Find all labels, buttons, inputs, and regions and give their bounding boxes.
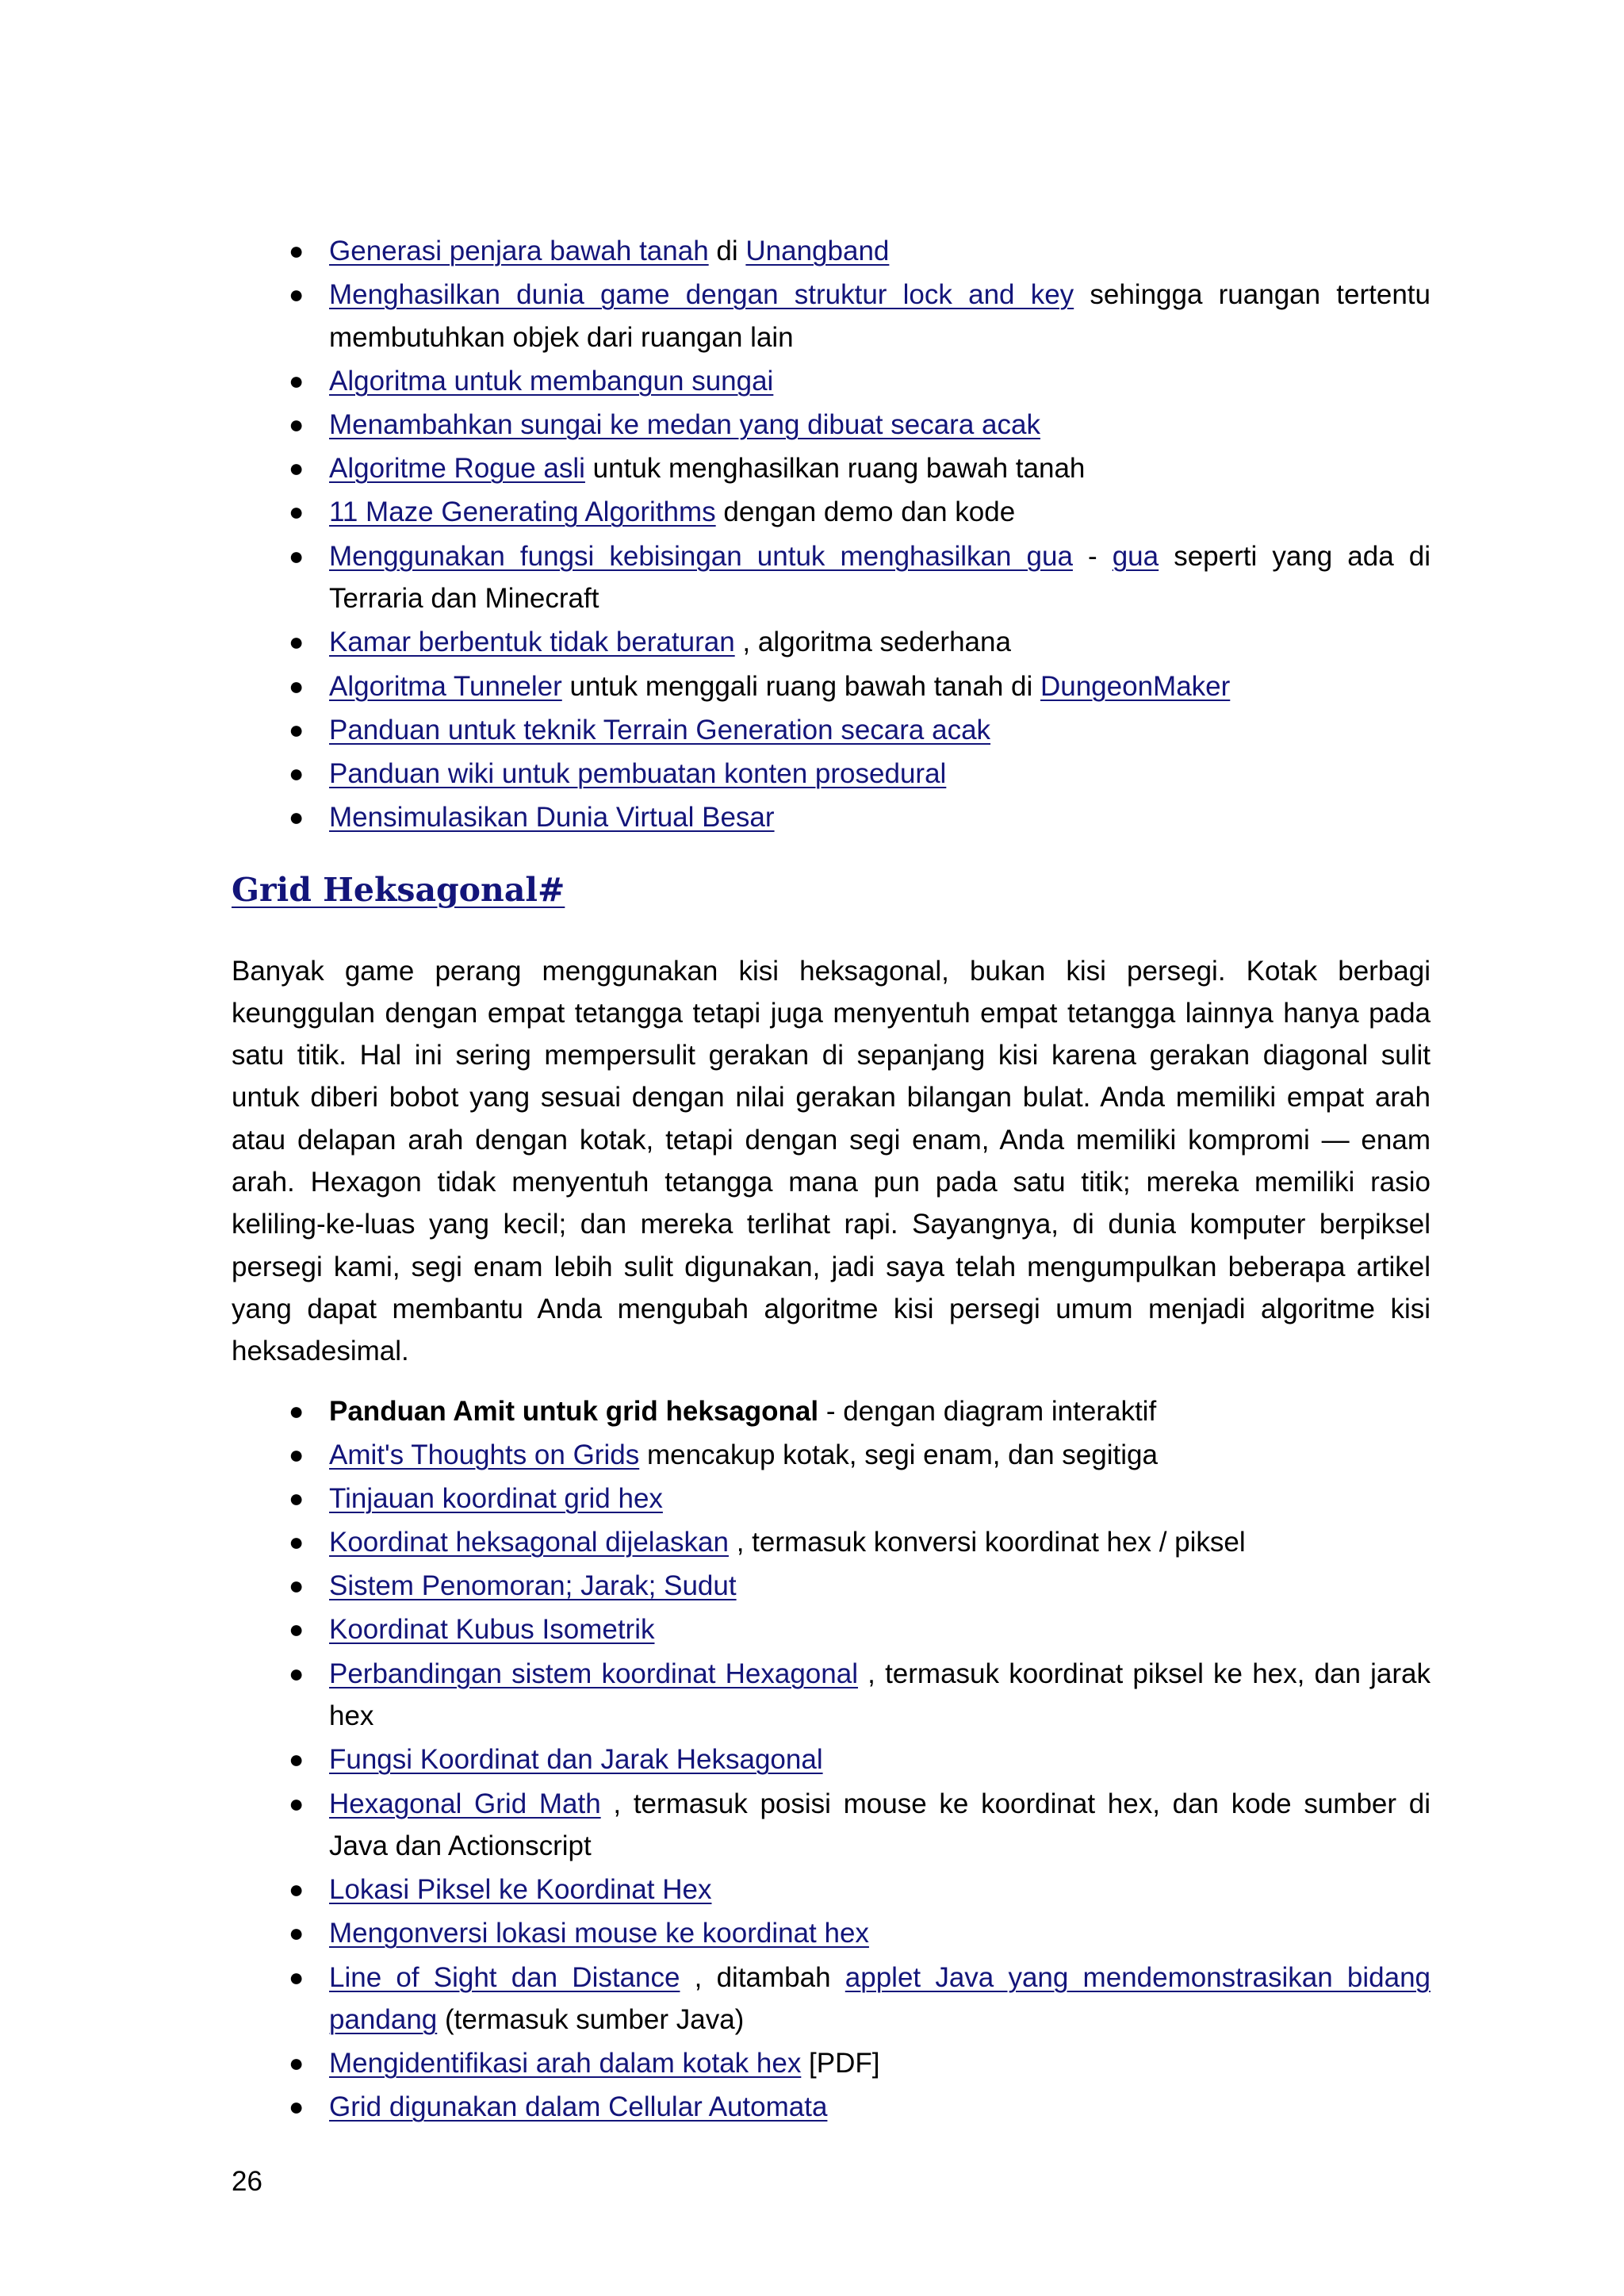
list-item-link[interactable]: Grid digunakan dalam Cellular Automata [329,2091,828,2123]
list-item [232,753,1431,795]
list-item-bold-text: Panduan Amit untuk grid heksagonal [329,1395,819,1427]
list-item-link[interactable]: Koordinat heksagonal dijelaskan [329,1527,729,1558]
section-paragraph: Banyak game perang menggunakan kisi heksagonal, bukan kisi persegi. Kotak berbagi keunggulan dengan empat tetangga tetapi juga menyentuh empat tetangga lainnya hanya pada satu titik. Hal ini sering mempersulit gerakan di sepanjang kisi karena gerakan diagonal sulit untuk diberi bobot yang sesuai dengan nilai gerakan bilangan bulat. Anda memiliki empat arah atau delapan arah dengan kotak, tetapi dengan segi enam, Anda memiliki kompromi — enam arah. Hexagon tidak menyentuh tetangga mana pun pada satu titik; mereka memiliki rasio keliling-ke-luas yang kecil; dan mereka terlihat rapi. Sayangnya, di dunia komputer berpiksel persegi kami, segi enam lebih sulit digunakan, jadi saya telah mengumpulkan beberapa artikel yang dapat membantu Anda mengubah algoritme kisi persegi umum menjadi algoritme kisi heksadesimal. [232,955,1431,1367]
list-item-text: sehingga ruangan tertentu membutuhkan objek dari ruangan lain [329,279,1431,353]
bullet-icon: ● [289,1483,304,1512]
list-item-link[interactable]: Lokasi Piksel ke Koordinat Hex [329,1874,712,1906]
page-content [232,230,1431,2130]
list-item-link[interactable]: Mengonversi lokasi mouse ke koordinat hex [329,1918,869,1949]
list-item-link[interactable]: Perbandingan sistem koordinat Hexagonal [329,1658,858,1689]
bullet-icon: ● [289,1571,304,1600]
list-item-text: untuk menghasilkan ruang bawah tanah [584,453,1086,485]
list-item-text: [PDF] [801,2048,880,2079]
page-number: 26 [232,2166,262,2197]
list-item-link[interactable]: 11 Maze Generating Algorithms [329,496,716,528]
list-item [232,535,1431,620]
list-item [232,491,1431,534]
list-item-link[interactable]: Panduan wiki untuk pembuatan konten prosedural [329,757,947,789]
list-item-link[interactable]: Kamar berbentuk tidak beraturan [329,627,735,658]
list-item-link[interactable]: Hexagonal Grid Math [329,1788,601,1819]
bullet-icon: ● [289,2092,304,2122]
list-item-link[interactable]: Algoritma untuk membangun sungai [329,365,774,397]
list-item-link[interactable]: gua [1112,540,1159,572]
bullet-icon: ● [289,454,304,483]
list-item-text: mencakup kotak, segi enam, dan segitiga [639,1439,1158,1470]
bullet-icon: ● [289,1788,304,1818]
list-item-link[interactable]: Mensimulasikan Dunia Virtual Besar [329,802,775,834]
bullet-icon: ● [289,671,304,700]
bullet-icon: ● [289,1396,304,1425]
bullet-icon: ● [289,627,304,657]
list-item-text: , termasuk koordinat piksel ke hex, dan jarak hex [329,1658,1431,1732]
list-item-link[interactable]: Menggunakan fungsi kebisingan untuk menghasilkan gua [329,540,1073,572]
list-item [232,709,1431,752]
list-item-text: di [708,236,746,266]
list-item-text: dengan demo dan kode [715,496,1016,528]
list-item [232,1434,1431,1477]
list-item [232,1390,1431,1433]
resource-list-1 [232,230,1431,839]
list-item-link[interactable]: Unangband [745,236,890,266]
list-item [232,1912,1431,1955]
bullet-icon: ● [289,410,304,439]
bullet-icon: ● [289,1658,304,1688]
bullet-icon: ● [289,1527,304,1557]
list-item-link[interactable]: Sistem Penomoran; Jarak; Sudut [329,1570,737,1602]
list-item-link[interactable]: Panduan untuk teknik Terrain Generation secara acak [329,714,991,746]
list-item [232,1608,1431,1651]
list-item-text: , termasuk konversi koordinat hex / piksel [728,1527,1246,1558]
resource-list-2 [232,1390,1431,2129]
list-item [232,274,1431,358]
list-item-text: - [1072,540,1113,572]
list-item [232,1565,1431,1608]
list-item [232,1957,1431,2041]
bullet-icon: ● [289,236,304,265]
list-item [232,1783,1431,1868]
list-item [232,621,1431,664]
bullet-icon: ● [289,803,304,832]
bullet-icon: ● [289,1439,304,1469]
list-item [232,2042,1431,2085]
list-item-link[interactable]: DungeonMaker [1040,670,1231,702]
list-item-text: untuk menggali ruang bawah tanah di [561,670,1040,702]
list-item-link[interactable]: Menambahkan sungai ke medan yang dibuat secara acak [329,409,1040,441]
list-item-text: (termasuk sumber Java) [437,2004,745,2036]
list-item [232,665,1431,708]
bullet-icon: ● [289,497,304,527]
list-item-link[interactable]: Amit's Thoughts on Grids [329,1439,640,1470]
list-item-link[interactable]: Generasi penjara bawah tanah [329,236,709,266]
list-item [232,2086,1431,2129]
list-item-text: seperti yang ada di Terraria dan Minecraft [329,540,1431,615]
list-item-link[interactable]: Fungsi Koordinat dan Jarak Heksagonal [329,1744,823,1776]
bullet-icon: ● [289,1745,304,1774]
list-item-link[interactable]: Menghasilkan dunia game dengan struktur lock and key [329,279,1074,311]
list-item-text: - dengan diagram interaktif [818,1395,1157,1427]
list-item-link[interactable]: Algoritma Tunneler [329,670,562,702]
list-item-text: , ditambah [680,1961,845,1993]
list-item [232,447,1431,490]
bullet-icon: ● [289,2049,304,2078]
list-item-link[interactable]: Line of Sight dan Distance [329,1961,680,1993]
bullet-icon: ● [289,758,304,788]
list-item-link[interactable]: Mengidentifikasi arah dalam kotak hex [329,2048,802,2079]
bullet-icon: ● [289,715,304,744]
list-item-text: , algoritma sederhana [734,627,1011,658]
bullet-icon: ● [289,280,304,309]
list-item [232,1653,1431,1738]
list-item [232,1869,1431,1911]
list-item [232,796,1431,839]
list-item [232,360,1431,403]
bullet-icon: ● [289,541,304,570]
list-item [232,1521,1431,1564]
section-heading[interactable]: Grid Heksagonal# [232,870,565,909]
list-item-link[interactable]: Koordinat Kubus Isometrik [329,1614,655,1646]
bullet-icon: ● [289,1615,304,1644]
list-item [232,1478,1431,1520]
bullet-icon: ● [289,1962,304,1991]
list-item-link[interactable]: applet Java yang mendemonstrasikan bidang pandang [329,1961,1431,2036]
bullet-icon: ● [289,366,304,395]
list-item-link[interactable]: Algoritme Rogue asli [329,453,585,485]
list-item-link[interactable]: Tinjauan koordinat grid hex [329,1482,663,1514]
list-item [232,1738,1431,1781]
bullet-icon: ● [289,1918,304,1948]
list-item [232,404,1431,447]
list-item-text: , termasuk posisi mouse ke koordinat hex, dan kode sumber di Java dan Actionscript [329,1788,1431,1862]
list-item [232,230,1431,273]
bullet-icon: ● [289,1875,304,1904]
